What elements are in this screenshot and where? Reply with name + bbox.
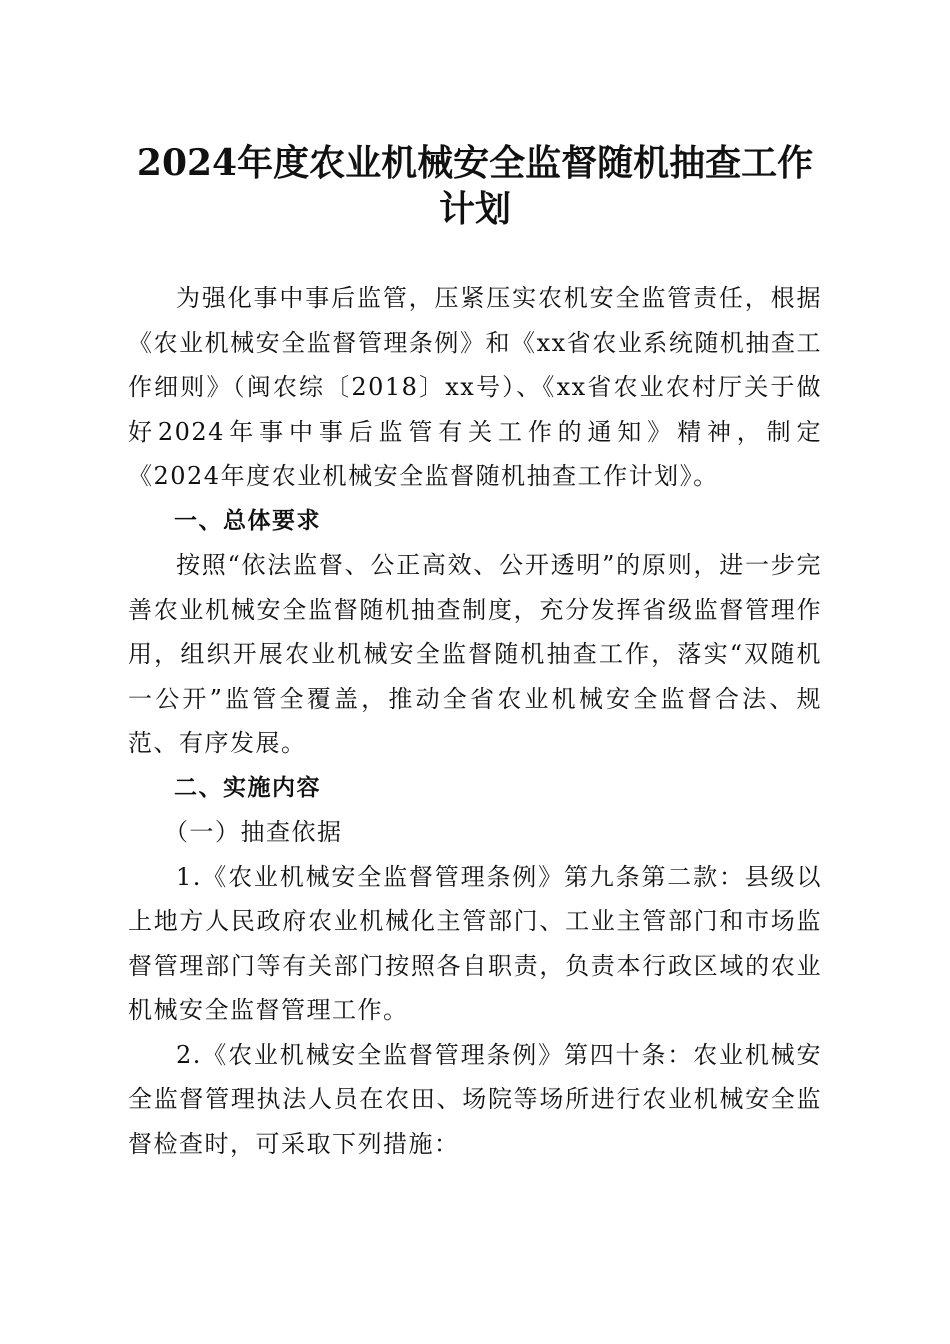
document-title: 2024年度农业机械安全监督随机抽查工作计划 (136, 142, 814, 230)
intro-paragraph: 为强化事中事后监管，压紧压实农机安全监管责任，根据《农业机械安全监督管理条例》和《xx省农业系统随机抽查工作细则》（闽农综〔2018〕xx号）、《xx省农业农村厅关于做好2024年事中事后监管有关工作的通知》精神，制定《2024年度农业机械安全监督随机抽查工作计划》。 (128, 284, 822, 490)
section-heading-implementation: 二、实施内容 (174, 774, 321, 801)
document-body (128, 276, 822, 1166)
general-requirements-paragraph: 按照“依法监督、公正高效、公开透明”的原则，进一步完善农业机械安全监督随机抽查制度，充分发挥省级监督管理作用，组织开展农业机械安全监督随机抽查工作，落实“双随机一公开”监管全覆盖，推动全省农业机械安全监督合法、规范、有序发展。 (128, 551, 822, 757)
page-bottom-margin (0, 1200, 950, 1344)
basis-item-2: 2.《农业机械安全监督管理条例》第四十条：农业机械安全监督管理执法人员在农田、场院等场所进行农业机械安全监督检查时，可采取下列措施： (128, 1040, 822, 1158)
subsection-heading-inspection-basis: （一）抽查依据 (164, 818, 343, 846)
section-heading-general-requirements: 一、总体要求 (174, 507, 321, 534)
basis-item-1: 1.《农业机械安全监督管理条例》第九条第二款：县级以上地方人民政府农业机械化主管部门、工业主管部门和市场监督管理部门等有关部门按照各自职责，负责本行政区域的农业机械安全监督管理工作。 (128, 862, 822, 1024)
